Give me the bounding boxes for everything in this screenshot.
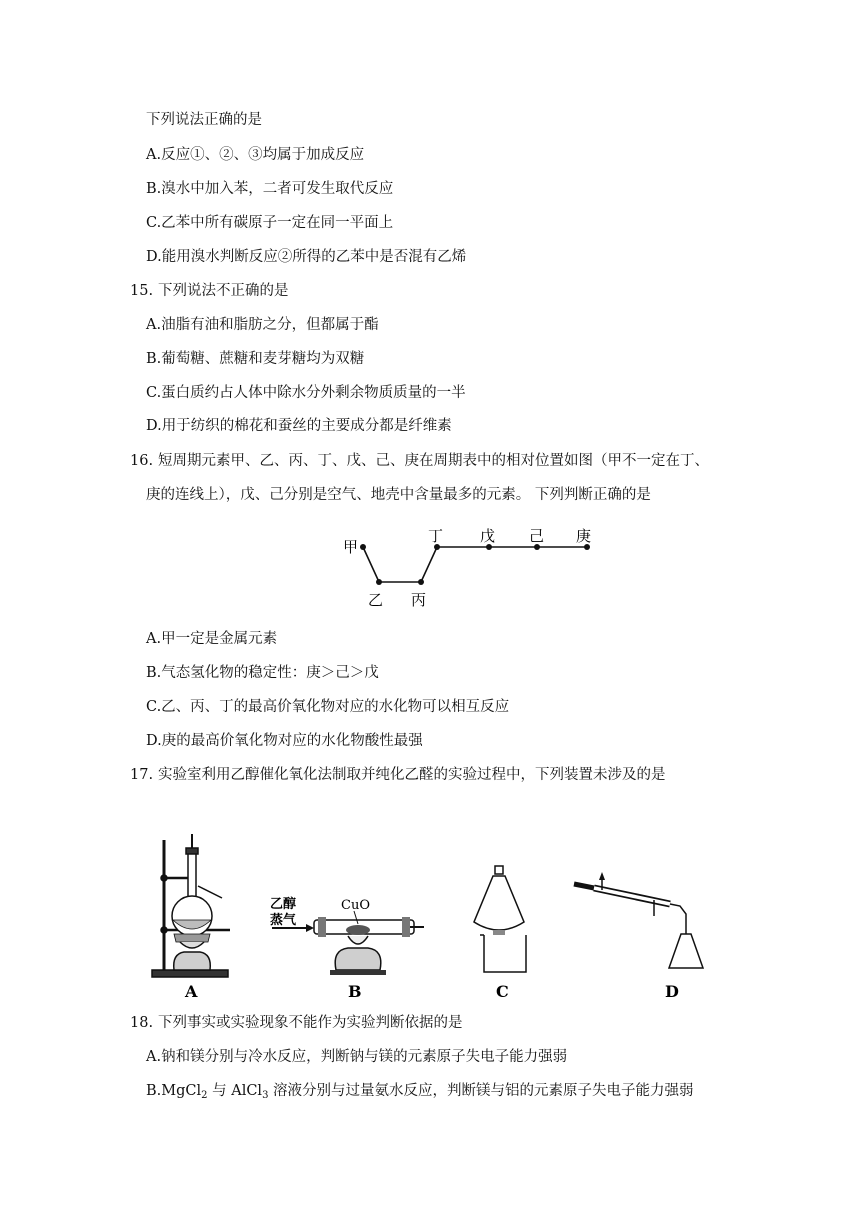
label-d: D [665, 982, 679, 1001]
q16-stem-1: 短周期元素甲、乙、丙、丁、戊、己、庚在周期表中的相对位置如图（甲不一定在丁、 [158, 453, 709, 469]
q14-option-a: A.反应①、②、③均属于加成反应 [146, 147, 365, 163]
q14-option-c: C.乙苯中所有碳原子一定在同一平面上 [146, 215, 394, 231]
q16-option-d: D.庚的最高价氧化物对应的水化物酸性最强 [146, 733, 423, 749]
periodic-position-diagram [335, 522, 615, 609]
node-yi [376, 579, 382, 585]
label-jia: 甲 [343, 538, 359, 556]
q18-option-b [146, 1081, 694, 1106]
q15-option-b: B.葡萄糖、蔗糖和麦芽糖均为双糖 [146, 351, 365, 367]
q18-option-a: A.钠和镁分别与冷水反应，判断钠与镁的元素原子失电子能力强弱 [146, 1049, 568, 1065]
node-bing [418, 579, 424, 585]
q15-number: 15. [130, 283, 154, 299]
element-link-line [363, 547, 587, 582]
q18-number: 18. [130, 1015, 154, 1031]
label-ding: 丁 [428, 527, 444, 545]
q16-stem-2: 庚的连线上），戊、己分别是空气、地壳中含量最多的元素。 下列判断正确的是 [146, 487, 651, 503]
q15-stem-line [130, 281, 289, 301]
q17-number: 17. [130, 767, 154, 783]
label-b: B [348, 982, 362, 1001]
q14-option-b: B.溴水中加入苯，二者可发生取代反应 [146, 181, 394, 197]
apparatus-d [574, 872, 703, 968]
b-gas-label-line2: 蒸气 [270, 913, 297, 928]
label-ji: 己 [529, 527, 545, 545]
b-gas-label-line1: 乙醇 [270, 897, 297, 912]
q15-option-a: A.油脂有油和脂肪之分，但都属于酯 [146, 317, 379, 333]
q18-option-b-sub-1: 2 [201, 1090, 208, 1101]
q18-stem-line [130, 1013, 463, 1033]
label-bing: 丙 [411, 591, 427, 609]
q16-option-c: C.乙、丙、丁的最高价氧化物对应的水化物可以相互反应 [146, 699, 510, 715]
q18-stem: 下列事实或实验现象不能作为实验判断依据的是 [158, 1015, 463, 1031]
apparatus-figure [140, 830, 720, 1005]
label-geng: 庚 [576, 527, 592, 545]
q16-number: 16. [130, 453, 154, 469]
q17-stem-line [130, 765, 666, 785]
q16-option-a: A.甲一定是金属元素 [146, 631, 278, 647]
label-wu: 戊 [480, 527, 496, 545]
label-c: C [496, 982, 509, 1001]
q16-option-b: B.气态氢化物的稳定性：庚＞己＞戊 [146, 665, 379, 681]
q18-option-b-prefix: B.MgCl [146, 1083, 202, 1099]
q15-option-d: D.用于纺织的棉花和蚕丝的主要成分都是纤维素 [146, 418, 452, 434]
apparatus-a [152, 834, 230, 977]
q14-option-d: D.能用溴水判断反应②所得的乙苯中是否混有乙烯 [146, 249, 467, 265]
label-yi: 乙 [368, 591, 384, 609]
q18-option-b-suffix: 溶液分别与过量氨水反应，判断镁与铝的元素原子失电子能力强弱 [268, 1083, 694, 1099]
node-jia [360, 544, 366, 550]
q15-option-c: C.蛋白质约占人体中除水分外剩余物质质量的一半 [146, 385, 466, 401]
q15-stem: 下列说法不正确的是 [158, 283, 289, 299]
q14-stem: 下列说法正确的是 [146, 112, 262, 128]
apparatus-c [474, 866, 526, 972]
q16-stem-line [130, 451, 709, 471]
q18-option-b-mid: 与 AlCl [207, 1083, 263, 1099]
q17-stem: 实验室利用乙醇催化氧化法制取并纯化乙醛的实验过程中，下列装置未涉及的是 [158, 767, 666, 783]
label-a: A [185, 982, 198, 1001]
q18-option-b-sub-2: 3 [262, 1090, 269, 1101]
b-reagent-label: CuO [341, 898, 370, 913]
